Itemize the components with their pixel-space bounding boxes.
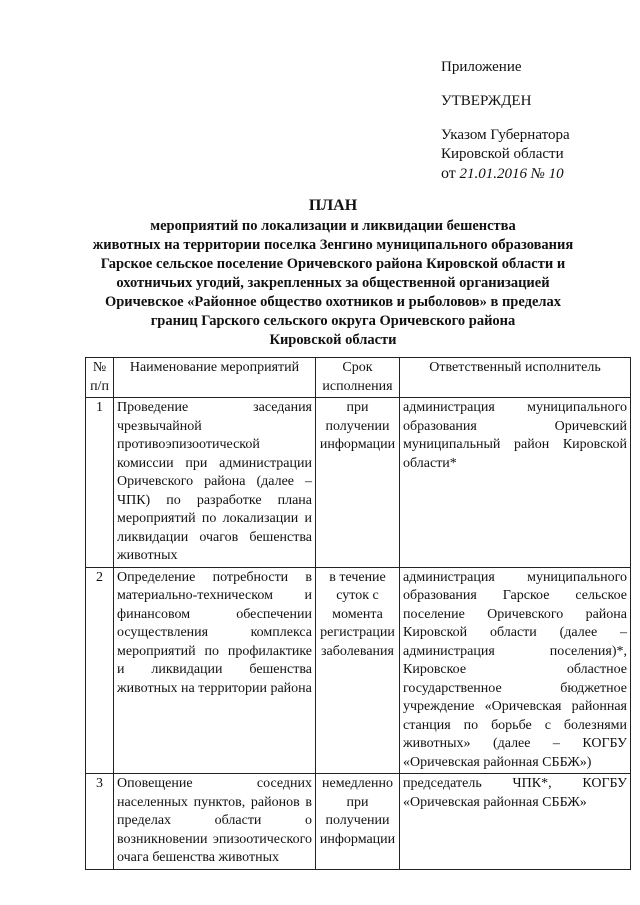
title-line-2: животных на территории поселка Зенгино муниципального образования: [92, 237, 574, 253]
row-term: при получении информации: [316, 398, 400, 568]
title-line-1: мероприятий по локализации и ликвидации бешенства: [150, 218, 516, 234]
row-number: 1: [86, 398, 114, 568]
header-responsible: Ответственный исполнитель: [400, 358, 631, 398]
row-activity: Определение потребности в материально-техническом и финансовом обеспечении осуществления комплекса мероприятий по профилактике и ликвидации бешенства животных на территории района: [114, 567, 316, 774]
title-line-6: границ Гарского сельского округа Оричевского района: [150, 313, 516, 329]
title-line-5: Оричевское «Районное общество охотников и рыболовов» в пределах: [104, 294, 562, 310]
row-number: 3: [86, 774, 114, 870]
approval-block: [441, 58, 631, 184]
appendix-label: Приложение: [441, 59, 522, 75]
table-header-row: [86, 358, 631, 398]
title-line-7: Кировской области: [269, 332, 397, 348]
decree-line2: Кировской области: [441, 146, 564, 162]
title-line-3: Гарское сельское поселение Оричевского района Кировской области и: [100, 256, 566, 272]
plan-table: [85, 357, 631, 870]
table-row: [86, 774, 631, 870]
date-prefix: от: [441, 165, 456, 182]
table-row: [86, 398, 631, 568]
approved-label: УТВЕРЖДЕН: [441, 93, 532, 109]
header-activity: Наименование мероприятий: [114, 358, 316, 398]
decree-line1: Указом Губернатора: [441, 127, 570, 143]
row-activity: Проведение заседания чрезвычайной противоэпизоотической комиссии при администрации Оричевского района (далее – ЧПК) по разработке плана мероприятий по локализации и ликвидации очагов бешенства животных: [114, 398, 316, 568]
title-line-4: охотничьих угодий, закрепленных за общественной организацией: [116, 275, 550, 291]
date-value-handwritten: 21.01.2016 № 10: [459, 166, 564, 182]
row-responsible: председатель ЧПК*, КОГБУ «Оричевская районная СББЖ»: [400, 774, 631, 870]
row-responsible: администрация муниципального образования Гарское сельское поселение Оричевского района Кировской области (далее – администрация поселения)*, Кировское областное государственное бюджетное учреждение «Оричевская районная станция по борьбе с болезнями животных» (далее – КОГБУ «Оричевская районная СББЖ»): [400, 567, 631, 774]
row-activity: Оповещение соседних населенных пунктов, районов в пределах области о возникновении эпизоотического очага бешенства животных: [114, 774, 316, 870]
row-term: в течение суток с момента регистрации заболевания: [316, 567, 400, 774]
row-term: немедленно при получении информации: [316, 774, 400, 870]
table-row: [86, 567, 631, 774]
decree-date: [441, 164, 631, 184]
document-title: [40, 196, 626, 350]
title-heading: ПЛАН: [308, 197, 358, 214]
header-number: № п/п: [86, 358, 114, 398]
row-responsible: администрация муниципального образования Оричевский муниципальный район Кировской области*: [400, 398, 631, 568]
header-term: Срок исполнения: [316, 358, 400, 398]
table-body: [86, 398, 631, 870]
row-number: 2: [86, 567, 114, 774]
